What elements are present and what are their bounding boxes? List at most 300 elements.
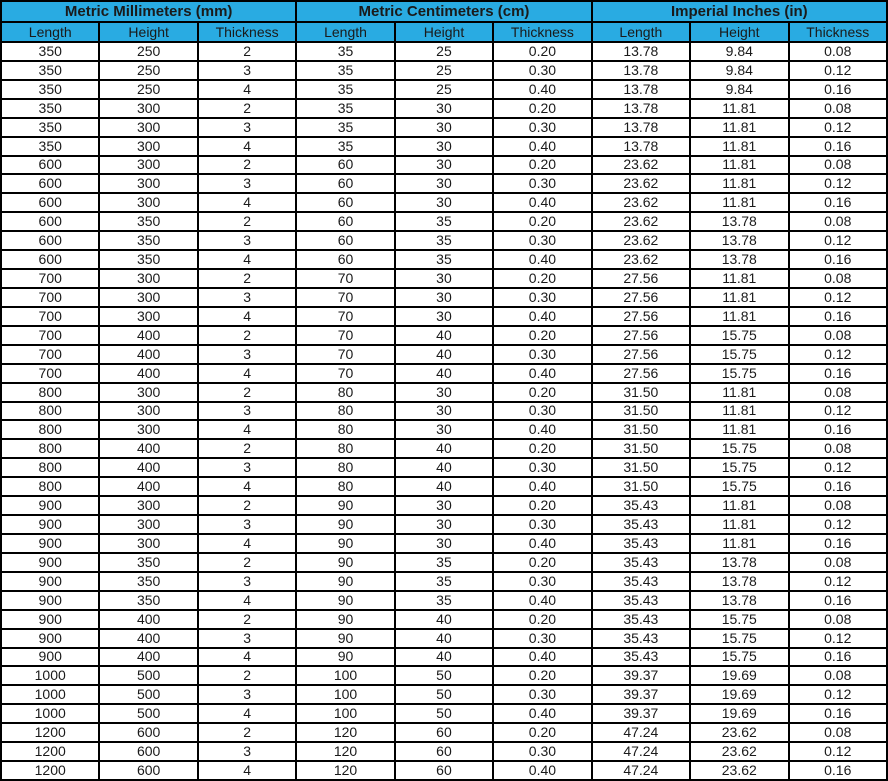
table-cell: 90 (296, 610, 394, 629)
table-cell: 35.43 (592, 515, 690, 534)
table-cell: 500 (99, 704, 197, 723)
table-cell: 19.69 (690, 666, 788, 685)
table-cell: 0.30 (493, 742, 591, 761)
table-cell: 90 (296, 553, 394, 572)
table-cell: 47.24 (592, 761, 690, 780)
table-cell: 11.81 (690, 118, 788, 137)
table-row (1, 629, 887, 648)
table-cell: 300 (99, 118, 197, 137)
table-cell: 31.50 (592, 420, 690, 439)
table-cell: 0.16 (789, 80, 888, 99)
table-row (1, 231, 887, 250)
table-cell: 2 (198, 553, 296, 572)
table-row (1, 137, 887, 156)
table-cell: 90 (296, 629, 394, 648)
table-cell: 600 (1, 231, 99, 250)
table-cell: 0.16 (789, 477, 888, 496)
table-cell: 600 (1, 250, 99, 269)
table-cell: 35 (296, 80, 394, 99)
table-cell: 23.62 (592, 193, 690, 212)
table-cell: 700 (1, 326, 99, 345)
table-row (1, 269, 887, 288)
table-cell: 80 (296, 458, 394, 477)
table-cell: 3 (198, 402, 296, 421)
table-cell: 11.81 (690, 515, 788, 534)
table-cell: 300 (99, 515, 197, 534)
table-cell: 100 (296, 685, 394, 704)
table-cell: 3 (198, 345, 296, 364)
group-header-metric-millimeters: Metric Millimeters (mm) (1, 1, 296, 22)
table-cell: 35 (296, 137, 394, 156)
table-cell: 300 (99, 269, 197, 288)
group-header-row (1, 1, 887, 22)
table-cell: 250 (99, 61, 197, 80)
table-cell: 35 (395, 572, 493, 591)
table-cell: 11.81 (690, 137, 788, 156)
table-cell: 800 (1, 383, 99, 402)
table-cell: 0.16 (789, 591, 888, 610)
table-cell: 0.40 (493, 477, 591, 496)
table-row (1, 307, 887, 326)
table-cell: 70 (296, 288, 394, 307)
table-row (1, 383, 887, 402)
table-cell: 0.20 (493, 610, 591, 629)
table-cell: 35 (395, 231, 493, 250)
table-cell: 35 (395, 591, 493, 610)
table-cell: 13.78 (690, 572, 788, 591)
table-cell: 1000 (1, 704, 99, 723)
table-row (1, 515, 887, 534)
table-cell: 400 (99, 345, 197, 364)
table-cell: 30 (395, 383, 493, 402)
table-row (1, 704, 887, 723)
table-cell: 60 (296, 193, 394, 212)
table-cell: 35.43 (592, 610, 690, 629)
table-cell: 15.75 (690, 477, 788, 496)
table-cell: 0.08 (789, 723, 888, 742)
table-cell: 70 (296, 326, 394, 345)
table-cell: 0.40 (493, 591, 591, 610)
table-cell: 0.20 (493, 496, 591, 515)
table-cell: 0.40 (493, 704, 591, 723)
table-cell: 3 (198, 118, 296, 137)
table-cell: 0.20 (493, 156, 591, 175)
table-cell: 2 (198, 212, 296, 231)
table-cell: 50 (395, 685, 493, 704)
table-cell: 40 (395, 364, 493, 383)
table-cell: 2 (198, 439, 296, 458)
table-row (1, 288, 887, 307)
table-cell: 0.20 (493, 212, 591, 231)
table-cell: 0.08 (789, 99, 888, 118)
table-cell: 2 (198, 610, 296, 629)
table-cell: 70 (296, 269, 394, 288)
table-cell: 11.81 (690, 288, 788, 307)
table-cell: 2 (198, 383, 296, 402)
table-cell: 35.43 (592, 553, 690, 572)
table-cell: 0.12 (789, 345, 888, 364)
table-cell: 0.30 (493, 458, 591, 477)
table-row (1, 61, 887, 80)
table-cell: 0.40 (493, 648, 591, 667)
table-cell: 27.56 (592, 288, 690, 307)
table-cell: 25 (395, 61, 493, 80)
table-cell: 900 (1, 534, 99, 553)
table-cell: 3 (198, 61, 296, 80)
table-cell: 13.78 (690, 250, 788, 269)
table-cell: 35 (395, 553, 493, 572)
table-cell: 0.30 (493, 174, 591, 193)
table-cell: 0.16 (789, 420, 888, 439)
table-cell: 120 (296, 761, 394, 780)
table-cell: 700 (1, 364, 99, 383)
table-cell: 0.16 (789, 704, 888, 723)
table-cell: 3 (198, 515, 296, 534)
table-cell: 300 (99, 193, 197, 212)
table-cell: 250 (99, 42, 197, 61)
table-cell: 0.16 (789, 193, 888, 212)
table-cell: 23.62 (592, 156, 690, 175)
table-cell: 23.62 (690, 723, 788, 742)
table-cell: 0.20 (493, 326, 591, 345)
table-cell: 4 (198, 80, 296, 99)
table-cell: 30 (395, 307, 493, 326)
table-cell: 90 (296, 648, 394, 667)
table-cell: 35 (296, 61, 394, 80)
table-cell: 300 (99, 174, 197, 193)
table-cell: 0.16 (789, 307, 888, 326)
table-cell: 23.62 (592, 231, 690, 250)
table-cell: 900 (1, 496, 99, 515)
table-cell: 11.81 (690, 534, 788, 553)
table-cell: 0.16 (789, 648, 888, 667)
table-cell: 11.81 (690, 269, 788, 288)
table-cell: 120 (296, 742, 394, 761)
table-cell: 4 (198, 364, 296, 383)
table-cell: 23.62 (690, 742, 788, 761)
table-cell: 70 (296, 364, 394, 383)
table-cell: 500 (99, 685, 197, 704)
table-cell: 90 (296, 591, 394, 610)
table-cell: 900 (1, 648, 99, 667)
table-cell: 0.20 (493, 666, 591, 685)
table-row (1, 174, 887, 193)
table-cell: 30 (395, 269, 493, 288)
table-cell: 9.84 (690, 80, 788, 99)
table-cell: 350 (99, 572, 197, 591)
column-header-length-cm: Length (296, 22, 394, 42)
table-cell: 0.40 (493, 80, 591, 99)
table-cell: 350 (1, 80, 99, 99)
table-body (1, 42, 887, 780)
table-cell: 900 (1, 515, 99, 534)
table-cell: 11.81 (690, 307, 788, 326)
table-cell: 4 (198, 591, 296, 610)
table-cell: 13.78 (592, 61, 690, 80)
table-cell: 15.75 (690, 364, 788, 383)
table-cell: 400 (99, 364, 197, 383)
table-cell: 400 (99, 629, 197, 648)
table-cell: 300 (99, 534, 197, 553)
table-row (1, 648, 887, 667)
table-cell: 350 (1, 137, 99, 156)
table-cell: 1200 (1, 761, 99, 780)
column-header-thickness-cm: Thickness (493, 22, 591, 42)
table-cell: 0.40 (493, 137, 591, 156)
table-row (1, 193, 887, 212)
table-cell: 0.12 (789, 685, 888, 704)
table-cell: 0.30 (493, 515, 591, 534)
table-cell: 30 (395, 402, 493, 421)
table-cell: 1000 (1, 666, 99, 685)
table-cell: 0.12 (789, 288, 888, 307)
table-cell: 500 (99, 666, 197, 685)
table-cell: 0.12 (789, 742, 888, 761)
table-cell: 400 (99, 458, 197, 477)
table-cell: 35 (296, 42, 394, 61)
table-cell: 4 (198, 137, 296, 156)
table-cell: 0.16 (789, 761, 888, 780)
table-cell: 2 (198, 269, 296, 288)
table-row (1, 591, 887, 610)
table-cell: 3 (198, 572, 296, 591)
table-cell: 0.30 (493, 572, 591, 591)
table-cell: 900 (1, 572, 99, 591)
table-cell: 13.78 (690, 553, 788, 572)
table-cell: 3 (198, 231, 296, 250)
table-cell: 600 (1, 174, 99, 193)
table-cell: 27.56 (592, 364, 690, 383)
table-row (1, 723, 887, 742)
table-cell: 350 (99, 591, 197, 610)
table-cell: 27.56 (592, 269, 690, 288)
table-cell: 0.30 (493, 629, 591, 648)
table-cell: 35 (395, 250, 493, 269)
table-cell: 35 (395, 212, 493, 231)
table-cell: 40 (395, 610, 493, 629)
table-cell: 30 (395, 99, 493, 118)
table-cell: 0.08 (789, 269, 888, 288)
table-cell: 15.75 (690, 648, 788, 667)
table-cell: 350 (99, 231, 197, 250)
column-header-length-in: Length (592, 22, 690, 42)
table-cell: 0.40 (493, 193, 591, 212)
table-cell: 0.12 (789, 231, 888, 250)
table-cell: 47.24 (592, 723, 690, 742)
table-cell: 4 (198, 534, 296, 553)
table-cell: 0.08 (789, 383, 888, 402)
table-cell: 0.08 (789, 156, 888, 175)
table-cell: 30 (395, 118, 493, 137)
table-cell: 3 (198, 288, 296, 307)
table-cell: 350 (99, 212, 197, 231)
table-cell: 0.40 (493, 307, 591, 326)
table-cell: 80 (296, 383, 394, 402)
table-cell: 50 (395, 666, 493, 685)
table-cell: 2 (198, 496, 296, 515)
column-header-height-in: Height (690, 22, 788, 42)
table-cell: 4 (198, 420, 296, 439)
table-cell: 0.40 (493, 534, 591, 553)
table-cell: 90 (296, 572, 394, 591)
table-row (1, 326, 887, 345)
table-cell: 0.12 (789, 572, 888, 591)
table-cell: 15.75 (690, 439, 788, 458)
table-cell: 300 (99, 288, 197, 307)
table-cell: 31.50 (592, 383, 690, 402)
table-cell: 4 (198, 761, 296, 780)
table-cell: 4 (198, 193, 296, 212)
table-row (1, 212, 887, 231)
table-cell: 0.20 (493, 439, 591, 458)
table-cell: 0.08 (789, 439, 888, 458)
table-cell: 40 (395, 345, 493, 364)
table-cell: 700 (1, 288, 99, 307)
table-cell: 30 (395, 496, 493, 515)
table-cell: 0.16 (789, 137, 888, 156)
table-cell: 700 (1, 269, 99, 288)
table-cell: 50 (395, 704, 493, 723)
table-cell: 23.62 (592, 212, 690, 231)
table-cell: 4 (198, 250, 296, 269)
table-cell: 0.20 (493, 99, 591, 118)
table-cell: 900 (1, 629, 99, 648)
table-cell: 11.81 (690, 156, 788, 175)
table-cell: 2 (198, 42, 296, 61)
table-cell: 40 (395, 326, 493, 345)
table-cell: 30 (395, 420, 493, 439)
table-cell: 15.75 (690, 610, 788, 629)
table-cell: 25 (395, 42, 493, 61)
table-cell: 27.56 (592, 345, 690, 364)
table-cell: 80 (296, 477, 394, 496)
table-cell: 600 (99, 742, 197, 761)
table-cell: 400 (99, 648, 197, 667)
table-cell: 1200 (1, 723, 99, 742)
table-cell: 90 (296, 496, 394, 515)
table-cell: 13.78 (592, 80, 690, 99)
table-cell: 40 (395, 458, 493, 477)
table-cell: 15.75 (690, 326, 788, 345)
table-cell: 80 (296, 420, 394, 439)
table-row (1, 364, 887, 383)
table-cell: 300 (99, 402, 197, 421)
table-cell: 300 (99, 383, 197, 402)
table-row (1, 156, 887, 175)
table-cell: 35 (296, 118, 394, 137)
table-row (1, 80, 887, 99)
table-cell: 23.62 (690, 761, 788, 780)
column-header-thickness-mm: Thickness (198, 22, 296, 42)
table-row (1, 402, 887, 421)
table-cell: 13.78 (690, 591, 788, 610)
table-row (1, 666, 887, 685)
table-cell: 1200 (1, 742, 99, 761)
table-row (1, 742, 887, 761)
table-row (1, 250, 887, 269)
table-cell: 0.30 (493, 685, 591, 704)
table-cell: 800 (1, 458, 99, 477)
table-cell: 0.40 (493, 250, 591, 269)
table-cell: 90 (296, 534, 394, 553)
table-row (1, 761, 887, 780)
table-cell: 60 (296, 174, 394, 193)
table-cell: 100 (296, 666, 394, 685)
table-cell: 27.56 (592, 326, 690, 345)
table-cell: 300 (99, 156, 197, 175)
table-cell: 35 (296, 99, 394, 118)
table-cell: 0.12 (789, 174, 888, 193)
table-cell: 35.43 (592, 534, 690, 553)
table-cell: 30 (395, 156, 493, 175)
table-cell: 800 (1, 477, 99, 496)
group-header-imperial-inches: Imperial Inches (in) (592, 1, 887, 22)
table-cell: 23.62 (592, 174, 690, 193)
table-cell: 900 (1, 591, 99, 610)
table-cell: 39.37 (592, 685, 690, 704)
table-cell: 0.30 (493, 345, 591, 364)
table-cell: 30 (395, 174, 493, 193)
table-cell: 35.43 (592, 496, 690, 515)
table-cell: 4 (198, 648, 296, 667)
table-row (1, 496, 887, 515)
table-cell: 9.84 (690, 42, 788, 61)
table-cell: 15.75 (690, 629, 788, 648)
table-cell: 3 (198, 629, 296, 648)
table-cell: 0.12 (789, 402, 888, 421)
table-cell: 0.12 (789, 458, 888, 477)
table-cell: 0.16 (789, 364, 888, 383)
table-cell: 0.20 (493, 723, 591, 742)
table-cell: 80 (296, 439, 394, 458)
table-cell: 0.30 (493, 402, 591, 421)
table-cell: 40 (395, 477, 493, 496)
table-row (1, 572, 887, 591)
table-cell: 300 (99, 99, 197, 118)
group-header-metric-centimeters: Metric Centimeters (cm) (296, 1, 591, 22)
table-cell: 60 (395, 742, 493, 761)
table-cell: 31.50 (592, 477, 690, 496)
table-cell: 35.43 (592, 572, 690, 591)
table-cell: 0.12 (789, 515, 888, 534)
table-cell: 350 (99, 250, 197, 269)
table-cell: 0.30 (493, 118, 591, 137)
table-cell: 0.40 (493, 420, 591, 439)
table-row (1, 99, 887, 118)
table-row (1, 458, 887, 477)
table-cell: 90 (296, 515, 394, 534)
table-cell: 350 (1, 99, 99, 118)
table-row (1, 439, 887, 458)
table-cell: 300 (99, 496, 197, 515)
column-header-length-mm: Length (1, 22, 99, 42)
table-cell: 0.20 (493, 42, 591, 61)
table-cell: 13.78 (592, 137, 690, 156)
table-cell: 60 (296, 212, 394, 231)
table-cell: 11.81 (690, 402, 788, 421)
table-cell: 0.12 (789, 629, 888, 648)
table-cell: 80 (296, 402, 394, 421)
table-cell: 0.08 (789, 553, 888, 572)
table-cell: 3 (198, 458, 296, 477)
table-cell: 11.81 (690, 174, 788, 193)
table-cell: 60 (296, 231, 394, 250)
table-cell: 0.12 (789, 61, 888, 80)
table-cell: 100 (296, 704, 394, 723)
table-cell: 0.08 (789, 610, 888, 629)
table-cell: 3 (198, 174, 296, 193)
table-cell: 0.20 (493, 269, 591, 288)
